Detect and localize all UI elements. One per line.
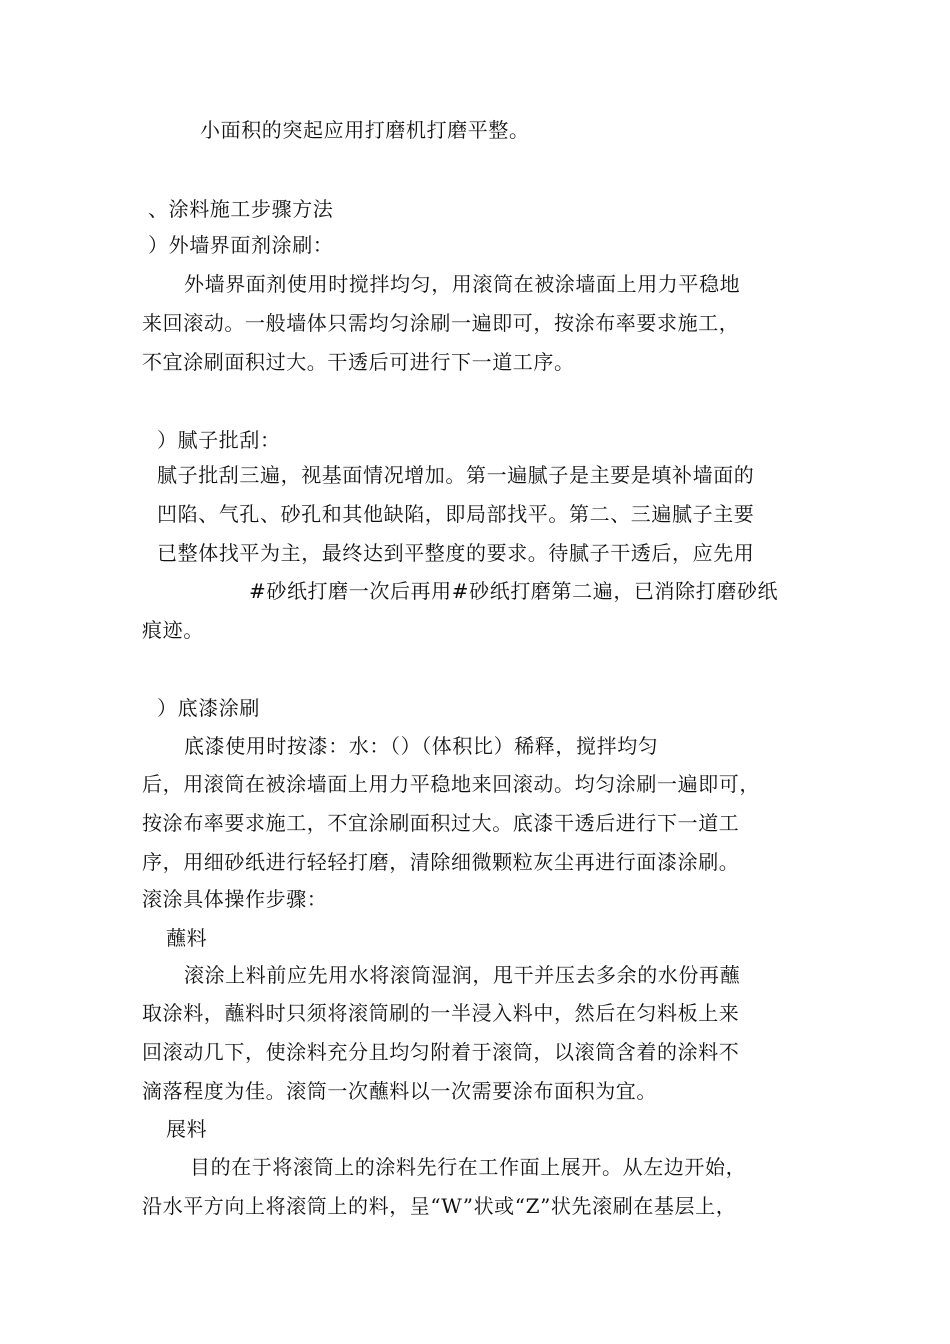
text-line: 底漆使用时按漆：水：（）（体积比）稀释，搅拌均匀 xyxy=(184,734,659,758)
text-line: 取涂料，蘸料时只须将滚筒刷的一半浸入料中，然后在匀料板上来 xyxy=(142,1001,740,1025)
text-line: 沿水平方向上将滚筒上的料，呈“W”状或“Z”状先滚刷在基层上， xyxy=(142,1194,737,1218)
text-line: 来回滚动。一般墙体只需均匀涂刷一遍即可，按涂布率要求施工， xyxy=(142,311,740,335)
text-line: 痕迹。 xyxy=(142,618,204,642)
text-line: 外墙界面剂使用时搅拌均匀，用滚筒在被涂墙面上用力平稳地 xyxy=(184,272,741,296)
text-line: 不宜涂刷面积过大。干透后可进行下一道工序。 xyxy=(142,350,575,374)
text-line: 按涂布率要求施工，不宜涂刷面积过大。底漆干透后进行下一道工 xyxy=(142,811,740,835)
text-line: 小面积的突起应用打磨机打磨平整。 xyxy=(200,118,530,142)
text-line: 已整体找平为主，最终达到平整度的要求。待腻子干透后，应先用 xyxy=(157,541,755,565)
text-line: 目的在于将滚筒上的涂料先行在工作面上展开。从左边开始， xyxy=(190,1155,747,1179)
text-line: #砂纸打磨一次后再用#砂纸打磨第二遍，已消除打磨砂纸 xyxy=(249,579,779,603)
text-line: 腻子批刮三遍，视基面情况增加。第一遍腻子是主要是填补墙面的 xyxy=(157,463,755,487)
step-heading: 蘸料 xyxy=(166,926,208,950)
subsection-heading: ）腻子批刮： xyxy=(157,428,281,452)
subsection-heading: ）外墙界面剂涂刷： xyxy=(148,233,334,257)
text-line: 滚涂具体操作步骤： xyxy=(142,887,328,911)
text-line: 滴落程度为佳。滚筒一次蘸料以一次需要涂布面积为宜。 xyxy=(142,1079,657,1103)
text-line: 回滚动几下，使涂料充分且均匀附着于滚筒，以滚筒含着的涂料不 xyxy=(142,1040,740,1064)
text-line: 序，用细砂纸进行轻轻打磨，清除细微颗粒灰尘再进行面漆涂刷。 xyxy=(142,850,740,874)
subsection-heading: ）底漆涂刷 xyxy=(157,696,260,720)
step-heading: 展料 xyxy=(166,1117,208,1141)
text-line: 后，用滚筒在被涂墙面上用力平稳地来回滚动。均匀涂刷一遍即可， xyxy=(142,772,760,796)
text-line: 凹陷、气孔、砂孔和其他缺陷，即局部找平。第二、三遍腻子主要 xyxy=(157,502,755,526)
section-heading: 、涂料施工步骤方法 xyxy=(148,197,334,221)
text-line: 滚涂上料前应先用水将滚筒湿润，甩干并压去多余的水份再蘸 xyxy=(184,963,741,987)
